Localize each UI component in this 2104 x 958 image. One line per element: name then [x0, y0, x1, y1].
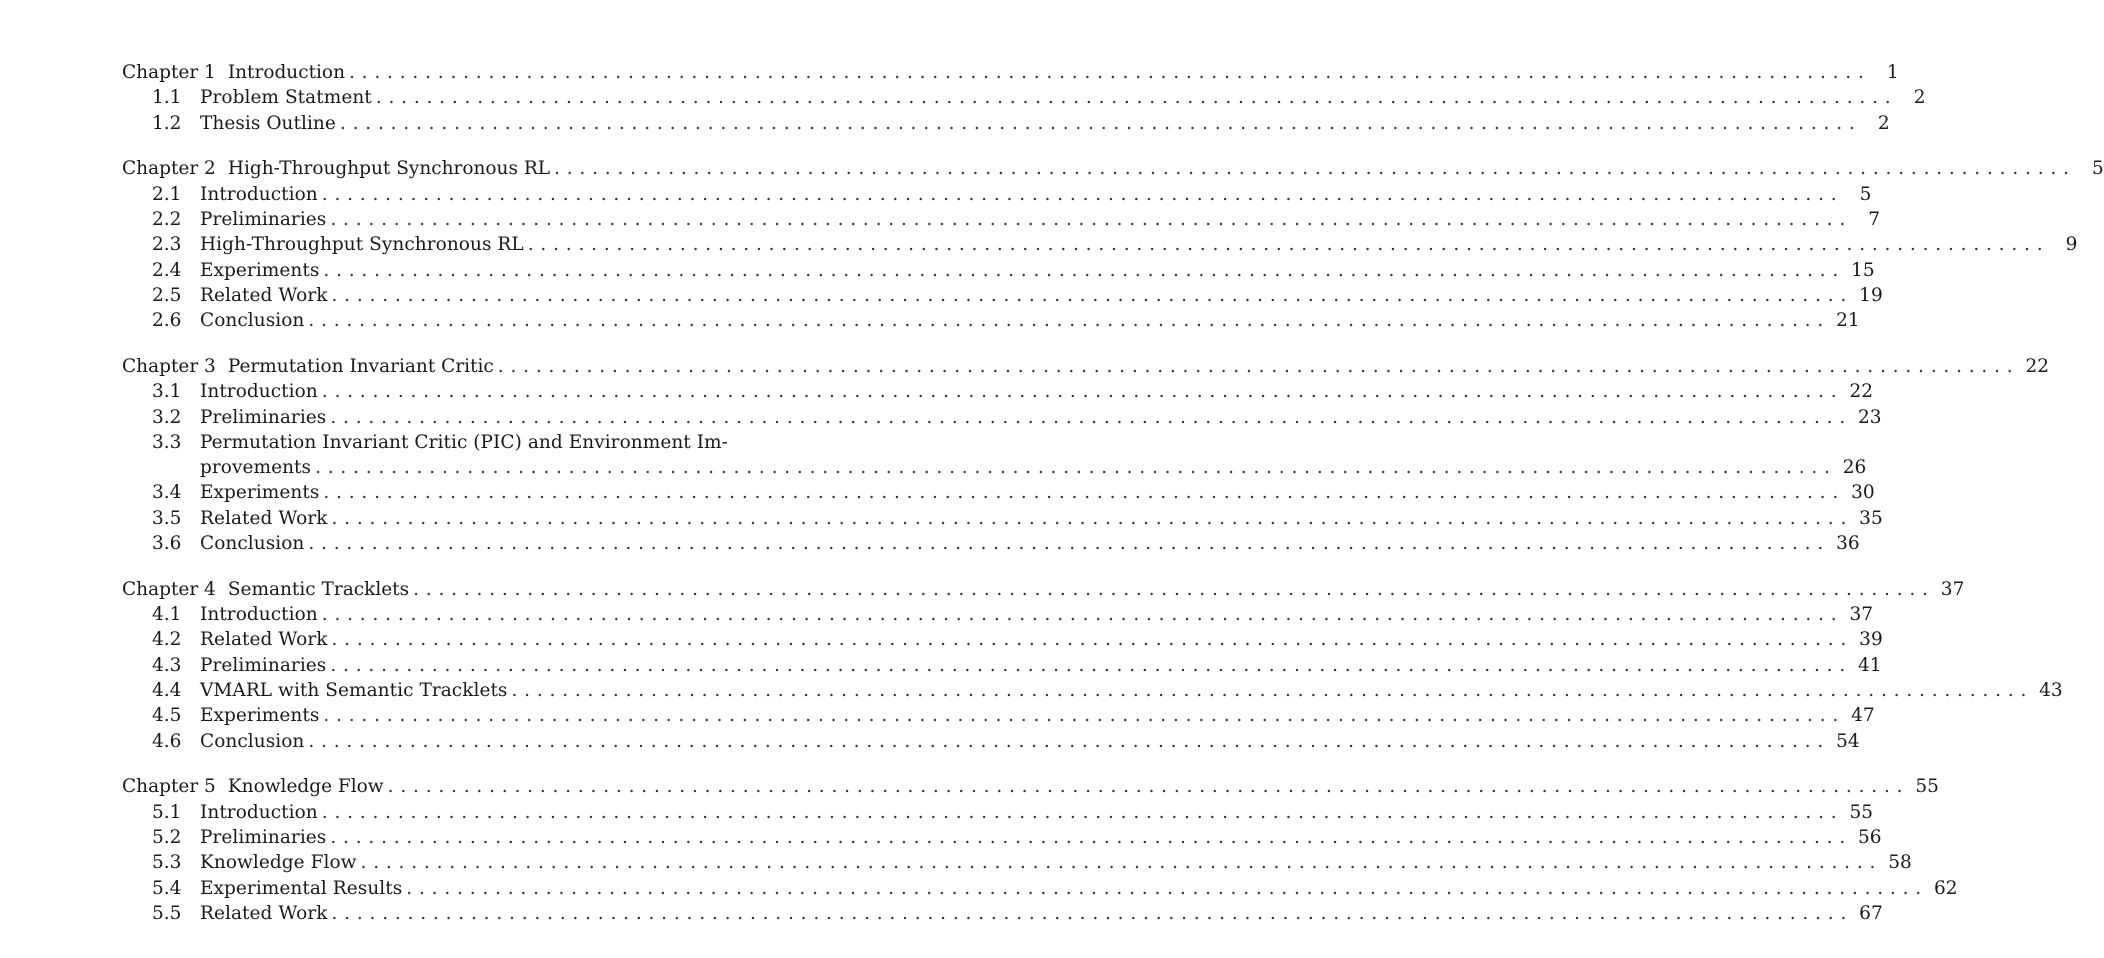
section-number: 4.3	[152, 654, 182, 676]
section-number: 5.1	[152, 801, 182, 823]
page-number: 39	[1859, 629, 1883, 651]
leader-dots: ........................................................................................................................	[323, 705, 1846, 727]
section-number: 1.1	[152, 87, 182, 109]
chapter-label: Chapter 2	[122, 158, 216, 180]
section-title: Preliminaries	[200, 406, 327, 428]
section-title: Conclusion	[200, 730, 305, 752]
leader-dots: ........................................................................................................................	[375, 87, 1898, 109]
toc-section-entry[interactable]	[122, 901, 1883, 926]
page-number: 36	[1836, 533, 1860, 555]
page-number: 30	[1851, 482, 1875, 504]
chapter-title: Introduction	[227, 62, 345, 83]
section-title: VMARL with Semantic Tracklets	[200, 680, 508, 702]
page-number: 26	[1842, 457, 1867, 479]
section-title: Experiments	[200, 705, 320, 727]
toc-chapter-1	[122, 60, 1926, 136]
leader-dots: ........................................................................................................................	[331, 507, 1854, 529]
leader-dots: ........................................................................................................................	[331, 284, 1854, 306]
section-number: 5.4	[152, 877, 182, 899]
leader-dots: ........................................................................................................................	[308, 533, 1831, 555]
chapter-title: Knowledge Flow	[227, 776, 384, 798]
leader-dots: ........................................................................................................................	[321, 183, 1844, 205]
section-number: 2.3	[152, 234, 182, 256]
toc-section-entry[interactable]	[122, 506, 1883, 531]
page-number: 58	[1888, 852, 1912, 874]
section-number: 3.1	[152, 381, 182, 403]
toc-chapter-entry[interactable]	[122, 156, 2104, 181]
section-title: Preliminaries	[200, 208, 327, 230]
toc-section-entry[interactable]	[122, 258, 1875, 283]
page-number: 54	[1836, 730, 1860, 752]
page-number: 43	[2039, 680, 2063, 702]
page-number: 5	[1859, 183, 1872, 205]
toc-section-entry[interactable]	[122, 207, 1881, 232]
leader-dots: ........................................................................................................................	[308, 730, 1831, 752]
chapter-label: Chapter 5	[122, 776, 216, 798]
section-title: Related Work	[200, 284, 328, 306]
page-number: 7	[1868, 208, 1881, 230]
section-title: Related Work	[200, 902, 328, 924]
leader-dots: ........................................................................................................................	[349, 62, 1871, 83]
toc-chapter-2	[122, 156, 2104, 333]
leader-dots: ........................................................................................................................	[323, 482, 1846, 504]
toc-section-entry[interactable]	[122, 800, 1873, 825]
toc-section-entry[interactable]	[122, 283, 1883, 308]
toc-section-entry-wrapped[interactable]	[122, 430, 804, 455]
section-number: 2.1	[152, 183, 182, 205]
toc-section-entry[interactable]	[122, 653, 1882, 678]
page-number: 67	[1859, 902, 1883, 924]
section-title: Introduction	[200, 183, 318, 205]
section-number: 5.3	[152, 852, 182, 874]
leader-dots: ........................................................................................................................	[511, 680, 2034, 702]
page-number: 35	[1859, 507, 1883, 529]
section-title: High-Throughput Synchronous RL	[200, 234, 524, 256]
toc-chapter-entry[interactable]	[122, 774, 1939, 799]
section-title: Related Work	[200, 507, 328, 529]
leader-dots: ........................................................................................................................	[497, 355, 2020, 377]
toc-chapter-entry[interactable]	[122, 577, 1965, 602]
leader-dots: ........................................................................................................................	[330, 208, 1853, 230]
section-number: 4.5	[152, 705, 182, 727]
section-number: 4.4	[152, 680, 182, 702]
section-number: 3.2	[152, 406, 182, 428]
toc-chapter-3	[122, 354, 2050, 556]
chapter-title: Semantic Tracklets	[227, 578, 410, 600]
chapter-label: Chapter 3	[122, 355, 216, 377]
section-title: Problem Statment	[200, 87, 372, 109]
page-number: 2	[1913, 87, 1926, 109]
section-number: 3.5	[152, 507, 182, 529]
leader-dots: ........................................................................................................................	[527, 234, 2050, 256]
toc-section-entry[interactable]	[122, 232, 2078, 257]
page-number: 21	[1836, 310, 1860, 332]
chapter-title: Permutation Invariant Critic	[227, 355, 494, 377]
toc-section-entry[interactable]	[122, 405, 1882, 430]
section-number: 2.5	[152, 284, 182, 306]
page-number: 55	[1915, 776, 1939, 798]
page-number: 55	[1849, 801, 1873, 823]
page-number: 56	[1858, 827, 1882, 849]
page-number: 9	[2065, 234, 2078, 256]
leader-dots: ........................................................................................................................	[315, 457, 1837, 479]
toc-section-entry[interactable]	[122, 531, 1860, 556]
leader-dots: ........................................................................................................................	[323, 259, 1846, 281]
section-title: Preliminaries	[200, 654, 327, 676]
leader-dots: ........................................................................................................................	[331, 902, 1854, 924]
leader-dots: ........................................................................................................................	[554, 158, 2076, 180]
section-title: Conclusion	[200, 310, 305, 332]
section-title: Permutation Invariant Critic (PIC) and Environment Im-	[200, 431, 728, 453]
leader-dots: ........................................................................................................................	[321, 604, 1844, 626]
section-number: 4.2	[152, 629, 182, 651]
section-title: Related Work	[200, 629, 328, 651]
chapter-label: Chapter 4	[122, 578, 216, 600]
page-number: 62	[1933, 877, 1958, 899]
page-number: 41	[1858, 654, 1882, 676]
toc-section-entry[interactable]	[122, 111, 1890, 136]
section-title: Introduction	[200, 604, 318, 626]
toc-chapter-entry[interactable]	[122, 60, 1899, 85]
leader-dots: ........................................................................................................................	[406, 877, 1928, 899]
section-title: Introduction	[200, 801, 318, 823]
leader-dots: ........................................................................................................................	[387, 776, 1910, 798]
page-number: 1	[1886, 62, 1899, 83]
page-number: 47	[1851, 705, 1875, 727]
toc-section-entry[interactable]	[122, 876, 1958, 901]
toc-section-entry[interactable]	[122, 308, 1860, 333]
leader-dots: ........................................................................................................................	[321, 381, 1844, 403]
section-number: 4.1	[152, 604, 182, 626]
section-number: 2.4	[152, 259, 182, 281]
toc-section-entry[interactable]	[122, 602, 1873, 627]
toc-section-entry-continuation[interactable]	[122, 455, 1867, 480]
leader-dots: ........................................................................................................................	[413, 578, 1935, 600]
section-title: Conclusion	[200, 533, 305, 555]
section-number: 3.4	[152, 482, 182, 504]
page-number: 15	[1851, 259, 1875, 281]
table-of-contents	[122, 60, 2104, 947]
section-title: Preliminaries	[200, 827, 327, 849]
leader-dots: ........................................................................................................................	[331, 629, 1854, 651]
toc-section-entry[interactable]	[122, 85, 1926, 110]
toc-chapter-5	[122, 774, 1958, 926]
toc-section-entry[interactable]	[122, 182, 1872, 207]
page-number: 19	[1859, 284, 1883, 306]
section-number: 1.2	[152, 112, 182, 134]
toc-chapter-entry[interactable]	[122, 354, 2050, 379]
page-number: 22	[2025, 355, 2050, 377]
section-title: Thesis Outline	[200, 112, 336, 134]
leader-dots: ........................................................................................................................	[321, 801, 1844, 823]
section-number: 4.6	[152, 730, 182, 752]
toc-section-entry[interactable]	[122, 850, 1912, 875]
leader-dots: ........................................................................................................................	[330, 406, 1853, 428]
page-number: 5	[2091, 158, 2104, 180]
leader-dots: ........................................................................................................................	[330, 654, 1853, 676]
page-number: 37	[1849, 604, 1873, 626]
toc-section-entry[interactable]	[122, 678, 2063, 703]
leader-dots: ........................................................................................................................	[339, 112, 1862, 134]
page-number: 37	[1940, 578, 1965, 600]
section-title: Experiments	[200, 259, 320, 281]
toc-chapter-4	[122, 577, 2063, 754]
toc-section-entry[interactable]	[122, 703, 1875, 728]
chapter-label: Chapter 1	[122, 62, 216, 83]
section-title: Introduction	[200, 381, 318, 403]
toc-section-entry[interactable]	[122, 480, 1875, 505]
toc-section-entry[interactable]	[122, 379, 1873, 404]
section-title-continuation: provements	[200, 457, 312, 479]
leader-dots: ........................................................................................................................	[330, 827, 1853, 849]
section-number: 5.2	[152, 827, 182, 849]
toc-section-entry[interactable]	[122, 825, 1882, 850]
section-title: Experiments	[200, 482, 320, 504]
page-number: 2	[1877, 112, 1890, 134]
toc-section-entry[interactable]	[122, 627, 1883, 652]
leader-dots: ........................................................................................................................	[360, 852, 1883, 874]
chapter-title: High-Throughput Synchronous RL	[227, 158, 551, 180]
section-title: Knowledge Flow	[200, 852, 357, 874]
section-number: 3.3	[152, 431, 182, 453]
toc-section-entry[interactable]	[122, 729, 1860, 754]
section-number: 5.5	[152, 902, 182, 924]
section-title: Experimental Results	[200, 877, 403, 899]
section-number: 3.6	[152, 533, 182, 555]
page-number: 22	[1849, 381, 1873, 403]
section-number: 2.2	[152, 208, 182, 230]
section-number: 2.6	[152, 310, 182, 332]
page-number: 23	[1858, 406, 1882, 428]
leader-dots: ........................................................................................................................	[308, 310, 1831, 332]
